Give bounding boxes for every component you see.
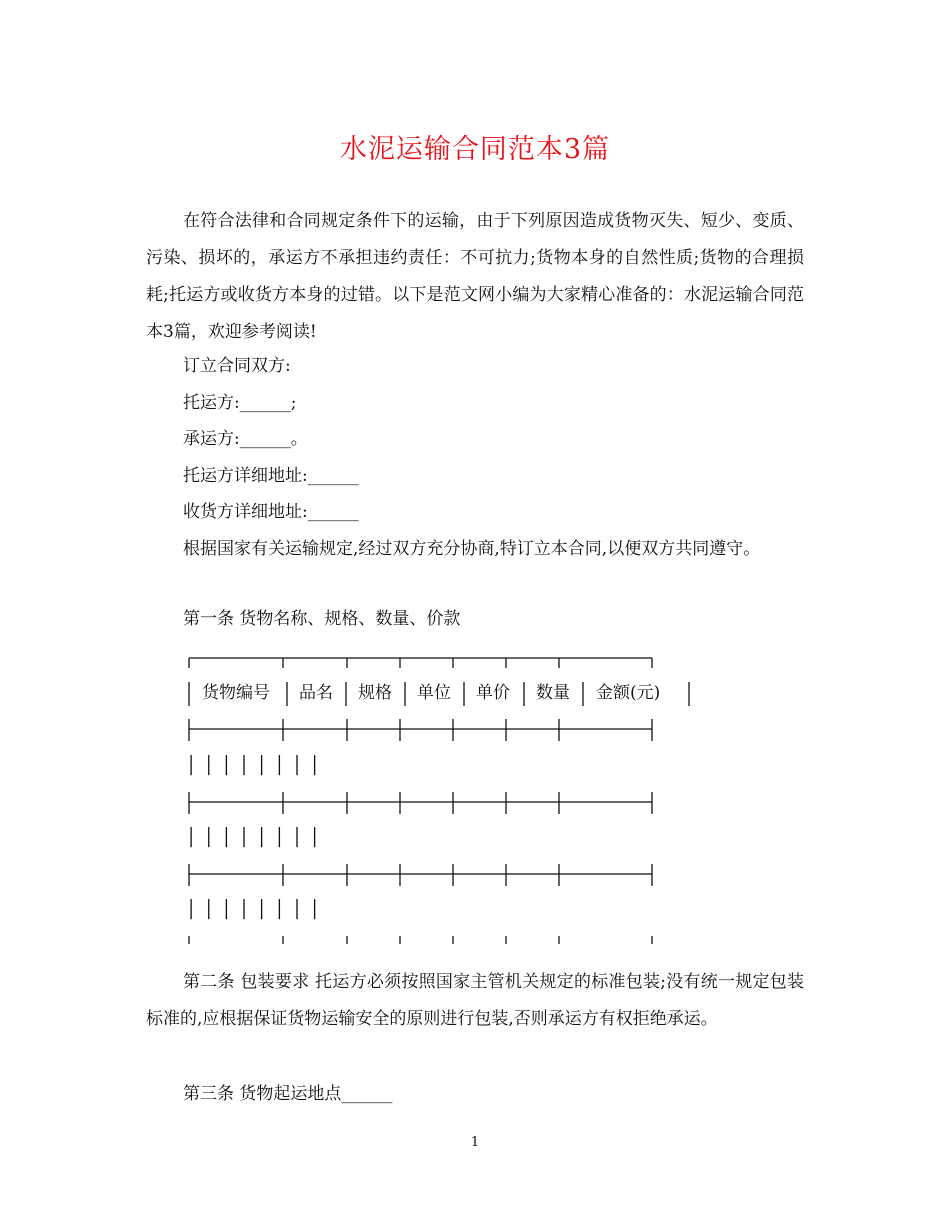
- table-row: │ │ │ │ │ │ │ │: [186, 900, 321, 920]
- table-header-unit: 单位: [417, 683, 451, 703]
- table-header-unit-price: 单价: [476, 683, 510, 703]
- table-header-item-no: 货物编号: [202, 683, 270, 703]
- table-row: │ │ │ │ │ │ │ │: [186, 756, 321, 776]
- shipper-line: 托运方:______;: [183, 393, 297, 413]
- table-header-spec: 规格: [358, 683, 392, 703]
- table-header-name: 品名: [299, 683, 333, 703]
- parties-heading: 订立合同双方:: [183, 356, 291, 376]
- intro-paragraph: 在符合法律和合同规定条件下的运输，由于下列原因造成货物灭失、短少、变质、污染、损坏的，承运方不承担违约责任：不可抗力;货物本身的自然性质;货物的合理损耗;托运方或收货方本身的过错。以下是范文网小编为大家精心准备的：水泥运输合同范本3篇，欢迎参考阅读!: [146, 211, 804, 342]
- preamble-paragraph: 根据国家有关运输规定,经过双方充分协商,特订立本合同,以便双方共同遵守。: [183, 539, 761, 559]
- page-number: 1: [470, 1135, 480, 1150]
- carrier-line: 承运方:______。: [183, 429, 308, 449]
- article1-heading: 第一条 货物名称、规格、数量、价款: [183, 609, 461, 629]
- table-row: │ │ │ │ │ │ │ │: [186, 828, 321, 848]
- document-title: 水泥运输合同范本3篇: [339, 134, 611, 165]
- table-header-amount: 金额(元): [596, 683, 661, 703]
- article2-paragraph: 第二条 包装要求 托运方必须按照国家主管机关规定的标准包装;没有统一规定包装标准的,应根据保证货物运输安全的原则进行包装,否则承运方有权拒绝承运。: [146, 972, 804, 1029]
- consignee-address-line: 收货方详细地址:______: [183, 502, 359, 522]
- shipper-address-line: 托运方详细地址:______: [183, 466, 359, 486]
- table-header-quantity: 数量: [536, 683, 570, 703]
- article3-line: 第三条 货物起运地点______: [183, 1084, 393, 1104]
- goods-table: [186, 654, 706, 944]
